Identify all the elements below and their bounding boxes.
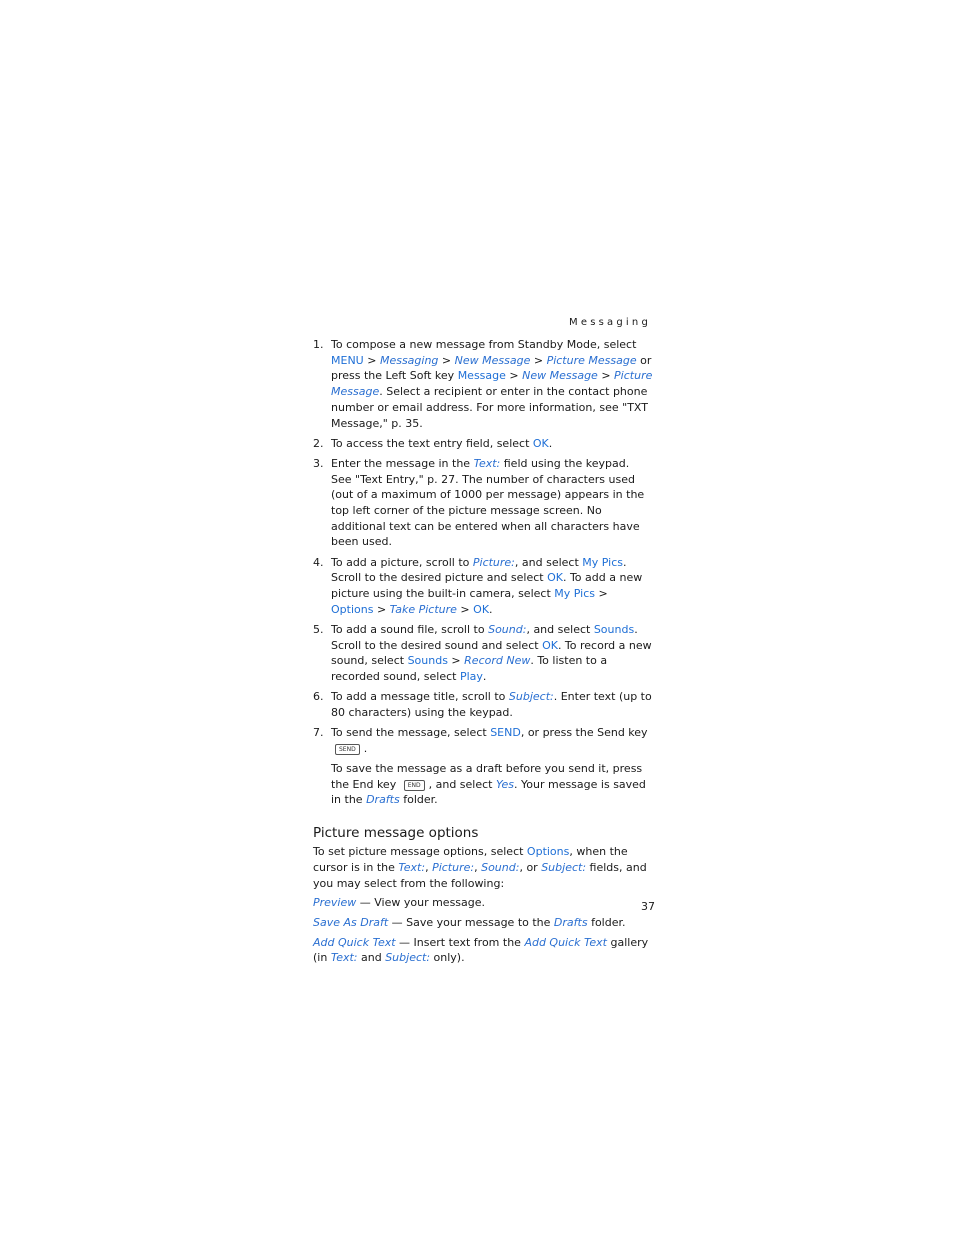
ui-term: Drafts [553, 916, 588, 929]
step-text [331, 337, 653, 431]
text-run: To set picture message options, select [313, 845, 527, 859]
ui-term: Add Quick Text [313, 935, 396, 949]
text-run: . To listen to a recorded sound, select [331, 654, 608, 684]
text-run: . To add a new picture using the built-in camera, select [331, 571, 643, 601]
text-run: folder. [587, 916, 626, 929]
text-run: > [597, 369, 615, 383]
menu-selection: Options [331, 602, 374, 616]
step-item [313, 622, 653, 685]
option-list [313, 895, 653, 966]
menu-selection: Sounds [593, 622, 635, 636]
text-run: . Enter text (up to 80 characters) using the keypad. [331, 690, 652, 719]
ui-term: Record New [464, 654, 531, 668]
text-run: To add a picture, scroll to [331, 555, 473, 569]
ui-term: Picture: [472, 555, 515, 569]
step-text [331, 456, 653, 550]
text-run: . [489, 602, 493, 616]
text-run: > [456, 602, 474, 616]
ui-term: Picture Message [331, 369, 653, 399]
text-run: . [482, 670, 487, 684]
text-run: To save the message as a draft before you send it, press the End key [331, 762, 643, 791]
text-run: > [373, 602, 390, 616]
step-item [313, 456, 653, 550]
ui-term: Text: [473, 456, 501, 470]
text-run: To access the text entry field, select [331, 436, 533, 450]
text-run: . Scroll to the desired sound and select [331, 622, 638, 652]
text-run: . Select a recipient or enter in the contact phone number or email address. For more information, see "TXT Message," p. 35. [331, 385, 648, 430]
step-text [331, 622, 653, 685]
ui-term: Picture Message [546, 353, 637, 367]
section-heading: Picture message options [313, 825, 479, 842]
step-number: 4. [313, 555, 324, 569]
text-run: , and select [428, 777, 496, 791]
step-text [331, 555, 653, 618]
step-item [313, 725, 653, 756]
menu-selection: OK [532, 436, 549, 450]
menu-selection: OK [473, 602, 490, 616]
text-run: . To record a new sound, select [331, 638, 652, 668]
text-run: or press the Left Soft key [331, 353, 652, 383]
step-text [331, 725, 653, 756]
text-run: > [447, 654, 465, 668]
option-item [313, 935, 653, 966]
text-run: , or press the Send key [520, 726, 648, 740]
ui-term: New Message [522, 369, 598, 383]
text-run: and [357, 951, 386, 965]
menu-selection: My Pics [582, 555, 624, 569]
text-run: . [548, 436, 553, 450]
menu-selection: MENU [331, 353, 364, 367]
ui-term: Drafts [366, 793, 400, 807]
step-number: 6. [313, 690, 324, 704]
step-number: 5. [313, 622, 324, 636]
step-text [331, 436, 653, 452]
instruction-steps [313, 337, 653, 808]
text-run: > [438, 353, 455, 367]
text-run: — Save your message to the [388, 916, 554, 929]
step-item [313, 337, 653, 431]
ui-term: Picture: [432, 860, 475, 874]
step-number: 2. [313, 436, 324, 450]
menu-selection: OK [547, 571, 563, 585]
ui-term: Yes [495, 777, 514, 791]
ui-term: Add Quick Text [524, 935, 607, 949]
menu-selection: Sounds [407, 654, 448, 668]
menu-selection: OK [542, 638, 558, 652]
text-run: , when the cursor is in the [313, 845, 628, 874]
ui-term: Text: [398, 860, 426, 874]
text-run: To send the message, select [331, 726, 491, 740]
menu-selection: Play [459, 670, 483, 684]
text-run: To add a sound file, scroll to [331, 622, 489, 636]
text-run: — Insert text from the [395, 935, 525, 949]
text-run: only). [430, 951, 465, 965]
page-content [313, 337, 653, 970]
step-item [313, 436, 653, 452]
option-item [313, 915, 653, 931]
ui-term: Subject: [385, 951, 431, 965]
section-intro [313, 844, 653, 891]
menu-selection: Options [526, 845, 570, 859]
text-run: > [530, 353, 547, 367]
send-key-icon: SEND [335, 744, 360, 755]
page-number: 37 [641, 900, 655, 913]
text-run: gallery (in [313, 935, 649, 965]
ui-term: Subject: [508, 690, 554, 704]
text-run: To add a message title, scroll to [331, 690, 509, 704]
step-item [313, 555, 653, 618]
ui-term: Subject: [541, 860, 587, 874]
text-run: , or [519, 860, 542, 874]
text-run: . Your message is saved in the [331, 777, 646, 807]
text-run: folder. [399, 793, 438, 807]
text-run: fields, and you may select from the following: [313, 860, 647, 890]
text-run: Enter the message in the [331, 456, 474, 470]
option-item [313, 895, 653, 911]
ui-term: Sound: [488, 622, 527, 636]
text-run: , [474, 860, 482, 874]
menu-selection: SEND [490, 726, 521, 740]
step-number: 1. [313, 338, 324, 351]
ui-term: Preview [313, 896, 357, 910]
text-run: . [363, 741, 368, 755]
text-run: , and select [526, 622, 594, 636]
menu-selection: Message [457, 369, 506, 383]
text-run: > [363, 353, 380, 367]
text-run: . Scroll to the desired picture and select [331, 555, 627, 585]
ui-term: Sound: [481, 860, 520, 874]
step-number: 3. [313, 456, 324, 470]
ui-term: Save As Draft [313, 916, 389, 929]
step-note [313, 761, 653, 808]
step-item [313, 689, 653, 720]
ui-term: New Message [454, 353, 531, 367]
ui-term: Take Picture [389, 602, 457, 616]
ui-term: Text: [330, 951, 358, 965]
running-header: Messaging [569, 317, 651, 328]
menu-selection: My Pics [554, 587, 595, 601]
ui-term: Messaging [379, 353, 439, 367]
text-run: , and select [514, 555, 583, 569]
step-number: 7. [313, 726, 324, 740]
text-run: > [505, 369, 523, 383]
text-run: To compose a new message from Standby Mode, select [331, 338, 637, 351]
text-run: — View your message. [356, 896, 486, 910]
text-run: > [595, 587, 608, 601]
text-run: field using the keypad. See "Text Entry," p. 27. The number of characters used (out of a maximum of 1000 per message) appears in the top left corner of the picture message screen. No additional text can be entered when all characters have been used. [331, 456, 645, 549]
text-run: , [425, 860, 433, 874]
step-text [331, 689, 653, 720]
end-key-icon: END [404, 780, 425, 791]
